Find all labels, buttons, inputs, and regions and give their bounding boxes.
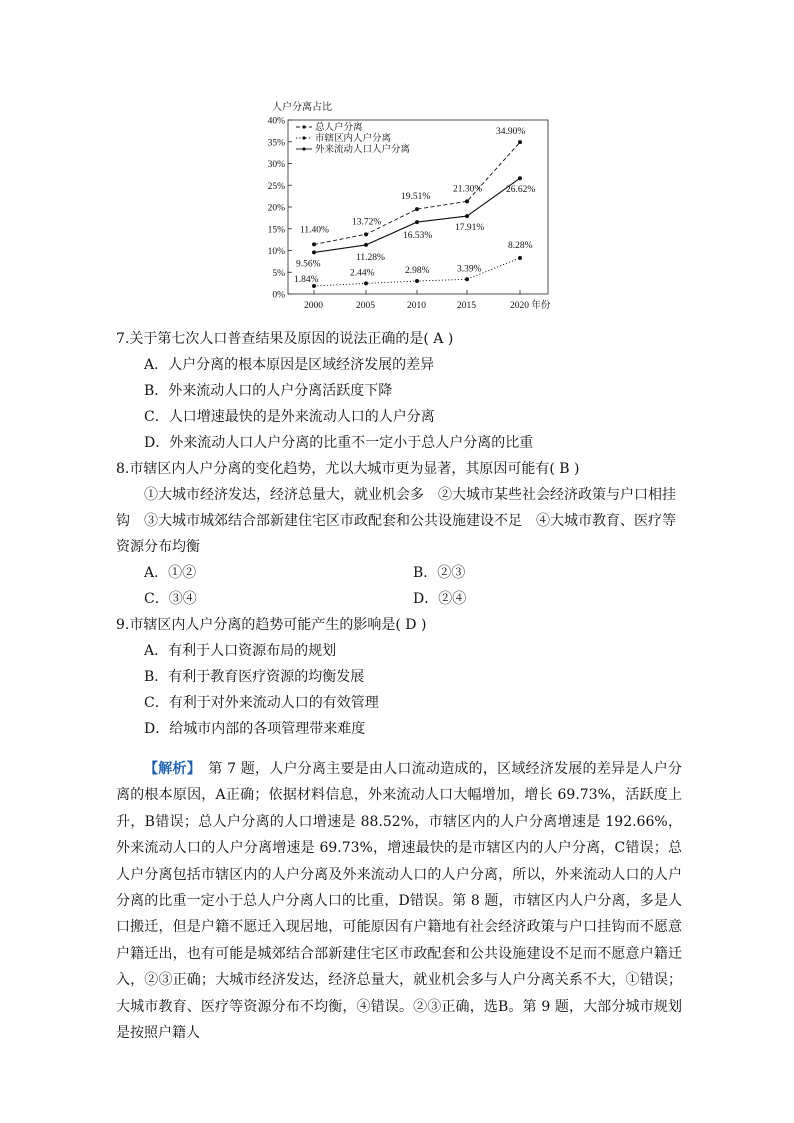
data-label: 2.44% [350, 268, 375, 279]
analysis-text: 第 7 题，人户分离主要是由人口流动造成的，区域经济发展的差异是人户分离的根本原因，A正确；依据材料信息，外来流动人口大幅增加，增长 69.73%，活跃度上升，B错误；总人户分离的人口增速是 88.52%，市辖区内的人户分离增速是 192.66%，外来流动人口的人户分离增速是 69.73%，增速最快的是市辖区内的人户分离，C错误；总人户分离包括市辖区内的人户分离及外来流动人口的人户分离，所以，外来流动人口的人户分离的比重一定小于总人户分离人口的比重，D错误。第 8 题，市辖区内人户分离，多是人口搬迁，但是户籍不愿迁入现居地，可能原因有户籍地有社会经济政策与户口挂钩而不愿意户籍迁出，也有可能是城郊结合部新建住宅区市政配套和公共设施建设不足而不愿意户籍迁入，②③正确；大城市经济发达，经济总量大，就业机会多与人户分离关系不大，①错误；大城市教育、医疗等资源分布不均衡，④错误。②③正确，选B。第 9 题，大部分城市规划是按照户籍人 [116, 761, 683, 1042]
data-label: 13.72% [352, 217, 382, 228]
question-block [116, 326, 682, 742]
y-tick-label: 10% [267, 247, 285, 257]
q8-option-c: C．③④ [144, 591, 197, 607]
data-point [518, 256, 522, 260]
y-axis-title: 人户分离占比 [272, 102, 332, 113]
y-tick-label: 25% [267, 181, 285, 192]
data-label: 9.56% [296, 259, 321, 270]
legend-label: 市辖区内人户分离 [315, 134, 392, 144]
x-tick-label: 2010 [407, 301, 426, 311]
data-point [465, 277, 469, 281]
q7-stem: 7.关于第七次人口普查结果及原因的说法正确的是( A ) [116, 331, 454, 347]
data-point [465, 199, 469, 203]
data-label: 2.98% [405, 266, 430, 277]
q8-options-row-1 [116, 560, 682, 586]
q8-material-line-1: ①大城市经济发达，经济总量大，就业机会多 ②大城市某些社会经济政策与户口相挂 [144, 487, 676, 503]
data-point [312, 242, 316, 246]
x-tick-label: 2000 [304, 301, 323, 311]
q7-option-c: C．人口增速最快的是外来流动人口的人户分离 [144, 409, 435, 425]
data-point [364, 232, 368, 236]
data-label: 19.51% [401, 192, 431, 203]
q8-material-line-3: 资源分布均衡 [116, 539, 200, 555]
data-point [465, 214, 469, 218]
q8-material-line-2: 钩 ③大城市城郊结合部新建住宅区市政配套和公共设施建设不足 ④大城市教育、医疗等 [116, 513, 676, 529]
q9-option-d: D．给城市内部的各项管理带来难度 [144, 721, 366, 737]
y-tick-label: 15% [267, 225, 285, 236]
data-point [415, 207, 419, 211]
data-label: 3.39% [457, 264, 482, 275]
y-tick-label: 40% [267, 116, 285, 127]
data-label: 11.28% [356, 252, 385, 263]
q7-option-b: B．外来流动人口的人户分离活跃度下降 [144, 383, 393, 399]
legend-marker [302, 125, 305, 128]
y-tick-label: 30% [267, 160, 285, 170]
analysis-paragraph [116, 756, 682, 1046]
data-point [312, 250, 316, 254]
data-label: 8.28% [508, 240, 533, 251]
y-tick-label: 20% [267, 203, 285, 214]
analysis-tag: 【解析】 [144, 761, 194, 777]
q8-option-b: B．②③ [413, 565, 466, 581]
data-label: 11.40% [300, 225, 329, 236]
legend-marker [302, 147, 305, 150]
q7-option-a: A．人户分离的根本原因是区域经济发展的差异 [144, 357, 435, 373]
x-tick-label: 2005 [356, 301, 375, 311]
data-point [364, 243, 368, 247]
legend-label: 总人户分离 [315, 123, 363, 133]
data-point [518, 140, 522, 144]
q9-stem: 9.市辖区内人户分离的趋势可能产生的影响是( D ) [116, 617, 427, 633]
q9-option-c: C．有利于对外来流动人口的有效管理 [144, 695, 379, 711]
legend-label: 外来流动人口人户分离 [315, 145, 411, 155]
data-point [415, 279, 419, 283]
x-tick-label: 2015 [457, 301, 476, 311]
y-tick-label: 5% [272, 268, 285, 279]
q9-option-b: B．有利于教育医疗资源的均衡发展 [144, 669, 365, 685]
q9-option-a: A．有利于人口资源布局的规划 [144, 643, 337, 659]
data-point [364, 281, 368, 285]
q8-options-row-2 [116, 586, 682, 612]
q8-option-d: D．②④ [413, 591, 467, 607]
data-point [415, 220, 419, 224]
data-label: 17.91% [455, 223, 485, 234]
data-point [518, 176, 522, 180]
data-label: 21.30% [453, 184, 483, 195]
data-label: 1.84% [294, 274, 319, 285]
legend-marker [302, 136, 305, 139]
q7-option-d: D．外来流动人口人户分离的比重不一定小于总人户分离的比重 [144, 435, 534, 451]
data-label: 16.53% [403, 231, 433, 242]
q8-option-a: A．①② [144, 565, 197, 581]
series-line [314, 178, 520, 252]
data-label: 26.62% [506, 185, 536, 196]
line-chart [262, 98, 562, 318]
q8-stem: 8.市辖区内人户分离的变化趋势，尤以大城市更为显著，其原因可能有( B ) [116, 461, 580, 477]
x-tick-label: 2020 年份 [510, 301, 551, 311]
y-tick-label: 35% [267, 138, 285, 149]
y-tick-label: 0% [272, 290, 285, 301]
data-label: 34.90% [496, 127, 526, 138]
